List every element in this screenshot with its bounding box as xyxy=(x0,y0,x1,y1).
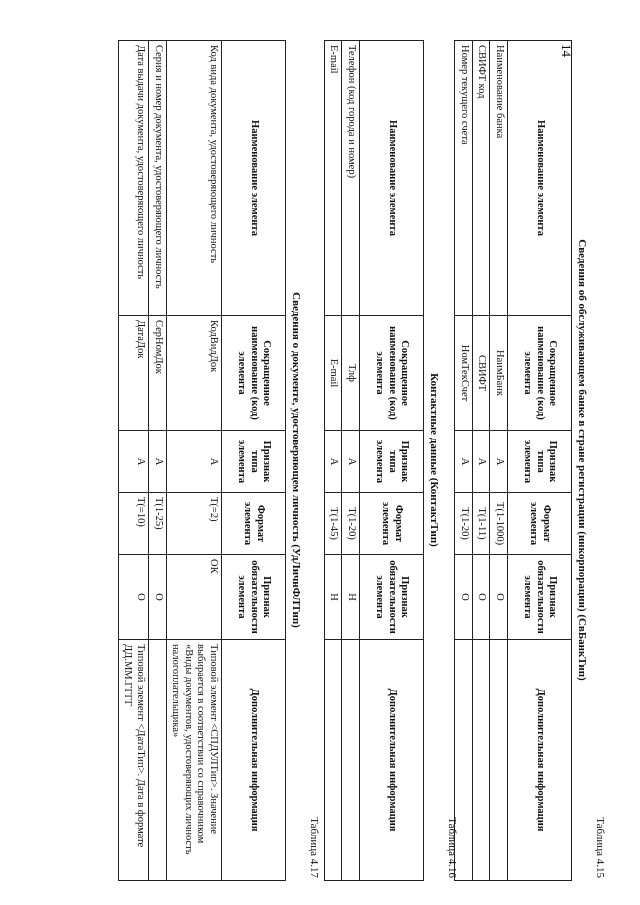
header-cell: Дополнительная информация xyxy=(360,640,424,881)
cell: СерНомДок xyxy=(149,316,167,431)
header-cell: Формат элемента xyxy=(508,493,572,555)
table-row xyxy=(166,41,221,881)
table-row xyxy=(324,41,342,881)
header-cell: Сокращенное наименование (код) элемента xyxy=(508,316,572,431)
cell xyxy=(472,640,490,881)
cell: T(1-1000) xyxy=(490,493,508,555)
cell: Тлф xyxy=(342,316,360,431)
cell: T(=2) xyxy=(166,493,221,555)
cell: А xyxy=(118,431,148,493)
cell: Код вида документа, удостоверяющего личность xyxy=(166,41,221,316)
table-4-16-section xyxy=(324,40,458,880)
cell: Н xyxy=(324,555,342,640)
cell: О xyxy=(149,555,167,640)
table-row xyxy=(118,41,148,881)
table-4-17 xyxy=(118,40,286,881)
header-cell: Сокращенное наименование (код) элемента xyxy=(222,316,286,431)
header-cell: Дополнительная информация xyxy=(508,640,572,881)
table-4-15-section xyxy=(454,40,606,880)
table-4-15 xyxy=(454,40,572,881)
table-caption: Таблица 4.15 xyxy=(594,817,606,878)
cell: А xyxy=(149,431,167,493)
header-cell: Признак обязательности элемента xyxy=(508,555,572,640)
cell: Н xyxy=(342,555,360,640)
header-cell: Признак типа элемента xyxy=(508,431,572,493)
cell: T(=10) xyxy=(118,493,148,555)
header-cell: Признак типа элемента xyxy=(222,431,286,493)
table-caption: Таблица 4.17 xyxy=(308,817,320,878)
table-4-17-section xyxy=(118,40,320,880)
cell: ДатаДок xyxy=(118,316,148,431)
cell: О xyxy=(455,555,473,640)
header-cell: Формат элемента xyxy=(360,493,424,555)
cell: НомТекСчет xyxy=(455,316,473,431)
table-row xyxy=(472,41,490,881)
cell: А xyxy=(472,431,490,493)
cell: ОК xyxy=(166,555,221,640)
cell: Номер текущего счета xyxy=(455,41,473,316)
cell: E-mail xyxy=(324,41,342,316)
cell: А xyxy=(490,431,508,493)
cell: T(1-20) xyxy=(342,493,360,555)
cell: Типовой элемент <ДатаТип>. Дата в формате ДД.ММ.ГГГГ xyxy=(118,640,148,881)
header-cell: Дополнительная информация xyxy=(222,640,286,881)
header-cell: Наименование элемента xyxy=(360,41,424,316)
cell: Дата выдачи документа, удостоверяющего личность xyxy=(118,41,148,316)
table-row xyxy=(490,41,508,881)
cell: О xyxy=(490,555,508,640)
header-cell: Сокращенное наименование (код) элемента xyxy=(360,316,424,431)
table-title: Сведения об обслуживающем банке в стране регистрации (инкорпорации) (СвБанкТип) xyxy=(576,239,588,681)
cell: КодВидДок xyxy=(166,316,221,431)
table-row xyxy=(149,41,167,881)
header-cell: Признак типа элемента xyxy=(360,431,424,493)
cell: НаимБанк xyxy=(490,316,508,431)
cell: Типовой элемент <СПДУЛТип>. Значение выбирается в соответствии со справочником «Виды документов, удостоверяющих личность налогоплательщика» xyxy=(166,640,221,881)
cell: T(1-45) xyxy=(324,493,342,555)
cell: T(1-11) xyxy=(472,493,490,555)
table-title: Контактные данные (КонтактТип) xyxy=(428,373,440,547)
cell: А xyxy=(324,431,342,493)
cell: Наименование банка xyxy=(490,41,508,316)
cell: Серия и номер документа, удостоверяющего личность xyxy=(149,41,167,316)
cell: СВИФТ xyxy=(472,316,490,431)
cell: О xyxy=(472,555,490,640)
cell: Телефон (код города и номер) xyxy=(342,41,360,316)
header-cell: Наименование элемента xyxy=(508,41,572,316)
cell xyxy=(490,640,508,881)
cell: А xyxy=(166,431,221,493)
cell xyxy=(149,640,167,881)
rotated-page-content xyxy=(122,40,610,880)
cell: T(1-25) xyxy=(149,493,167,555)
cell: E-mail xyxy=(324,316,342,431)
page-number: 14 xyxy=(559,44,574,57)
header-cell: Наименование элемента xyxy=(222,41,286,316)
cell: СВИФТ код xyxy=(472,41,490,316)
cell: А xyxy=(342,431,360,493)
cell: А xyxy=(455,431,473,493)
table-title: Сведения о документе, удостоверяющем личность (УдЛичнФЛТип) xyxy=(290,292,302,628)
header-cell: Признак обязательности элемента xyxy=(222,555,286,640)
table-4-16 xyxy=(324,40,424,881)
cell: T(1-20) xyxy=(455,493,473,555)
cell xyxy=(324,640,342,881)
table-caption: Таблица 4.16 xyxy=(446,817,458,878)
header-cell: Формат элемента xyxy=(222,493,286,555)
table-row xyxy=(342,41,360,881)
cell xyxy=(342,640,360,881)
header-cell: Признак обязательности элемента xyxy=(360,555,424,640)
cell: О xyxy=(118,555,148,640)
